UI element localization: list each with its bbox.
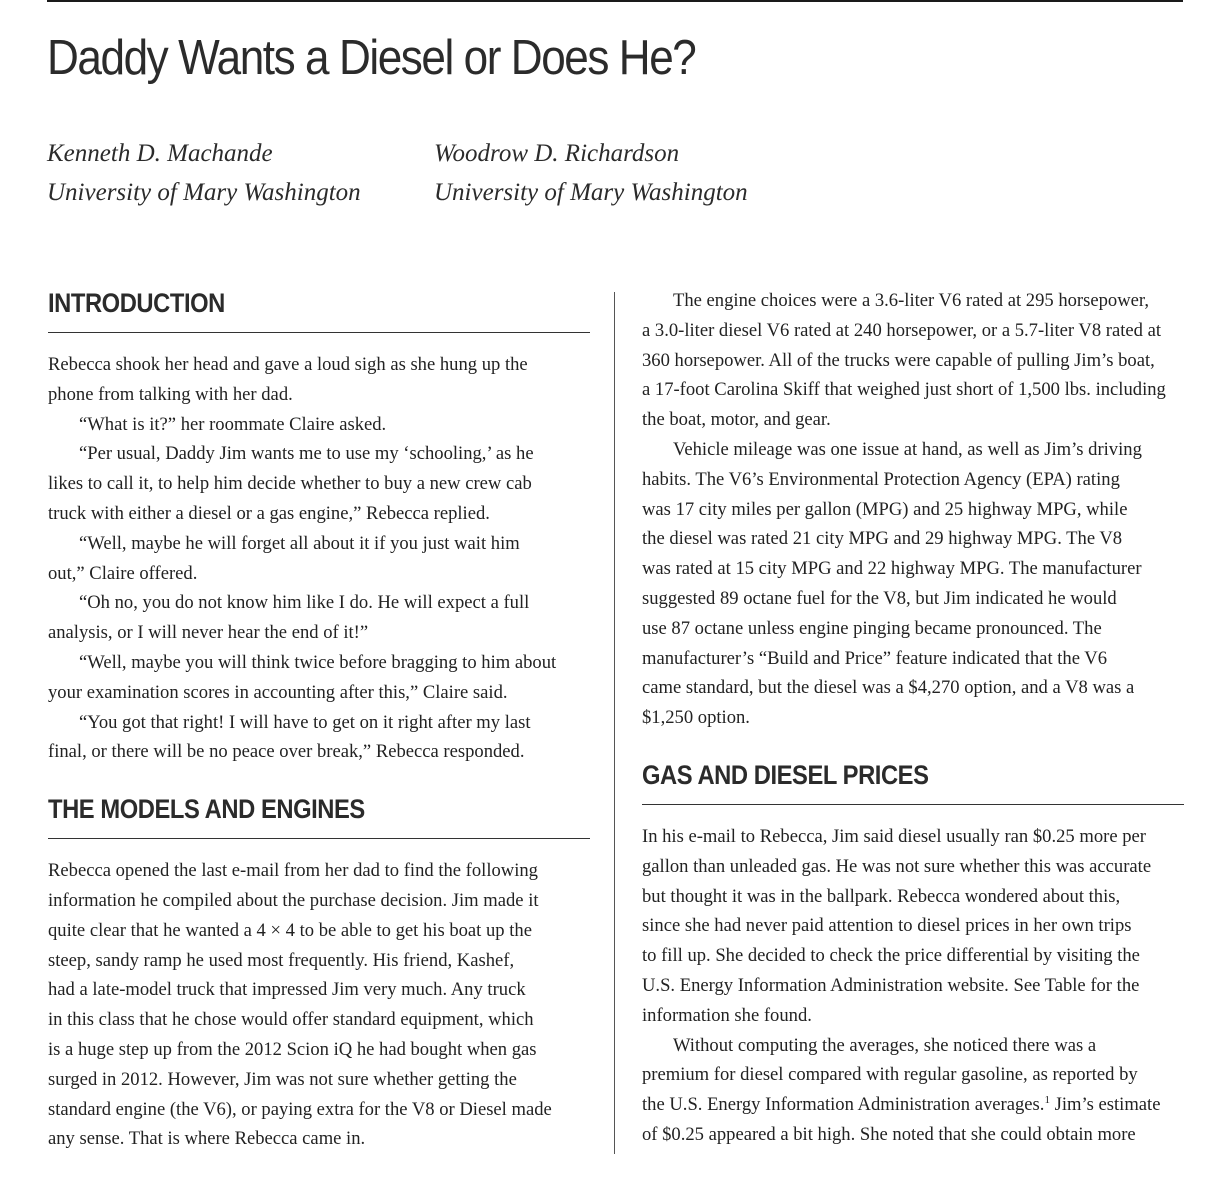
text-line: likes to call it, to help him decide whether to buy a new crew cab xyxy=(48,473,532,495)
introduction-text xyxy=(48,350,590,767)
author-block-2 xyxy=(434,134,748,212)
text-line: use 87 octane unless engine pinging became pronounced. The xyxy=(642,617,1102,639)
top-rule xyxy=(47,0,1183,2)
text-line: Vehicle mileage was one issue at hand, as well as Jim’s driving xyxy=(673,438,1142,460)
text-line: surged in 2012. However, Jim was not sure whether getting the xyxy=(48,1068,517,1090)
text-line: the boat, motor, and gear. xyxy=(642,409,831,431)
section-heading-models-and-engines: THE MODELS AND ENGINES xyxy=(48,792,590,839)
section-heading-gas-and-diesel-prices: GAS AND DIESEL PRICES xyxy=(642,758,1184,805)
text-line: a 17-foot Carolina Skiff that weighed just short of 1,500 lbs. including xyxy=(642,379,1166,401)
author-name: Woodrow D. Richardson xyxy=(434,140,680,167)
author-affiliation: University of Mary Washington xyxy=(47,179,361,206)
text-line: “Oh no, you do not know him like I do. He will expect a full xyxy=(79,592,530,614)
text-line: standard engine (the V6), or paying extra for the V8 or Diesel made xyxy=(48,1098,552,1120)
text-line: any sense. That is where Rebecca came in. xyxy=(48,1128,366,1150)
author-block-1 xyxy=(47,134,361,212)
text-line: information she found. xyxy=(642,1004,812,1026)
models-text xyxy=(48,856,590,1154)
text-line: your examination scores in accounting after this,” Claire said. xyxy=(48,681,508,703)
text-line: of $0.25 appeared a bit high. She noted that she could obtain more xyxy=(642,1123,1136,1145)
text-line: suggested 89 octane fuel for the V8, but Jim indicated he would xyxy=(642,587,1117,609)
text-line: The engine choices were a 3.6-liter V6 rated at 295 horsepower, xyxy=(673,290,1149,311)
left-column xyxy=(48,286,590,1154)
text-line: to fill up. She decided to check the price differential by visiting the xyxy=(642,945,1140,967)
text-line: was rated at 15 city MPG and 22 highway MPG. The manufacturer xyxy=(642,558,1142,580)
text-line: “You got that right! I will have to get on it right after my last xyxy=(79,711,531,733)
author-name: Kenneth D. Machande xyxy=(47,140,273,167)
text-line-with-footnote xyxy=(642,1090,1184,1120)
text-line: gallon than unleaded gas. He was not sure whether this was accurate xyxy=(642,855,1152,877)
text-line: in this class that he chose would offer standard equipment, which xyxy=(48,1009,534,1031)
text-line: was 17 city miles per gallon (MPG) and 25 highway MPG, while xyxy=(642,498,1128,520)
text-line: “Well, maybe you will think twice before bragging to him about xyxy=(79,651,557,673)
column-divider xyxy=(614,292,615,1154)
text-line: since she had never paid attention to diesel prices in her own trips xyxy=(642,915,1132,937)
footnote-marker: 1 xyxy=(1044,1093,1050,1106)
section-heading-introduction: INTRODUCTION xyxy=(48,286,590,333)
text-line: manufacturer’s “Build and Price” feature indicated that the V6 xyxy=(642,647,1108,669)
text-segment: the U.S. Energy Information Administration averages. xyxy=(642,1094,1045,1116)
text-line: the diesel was rated 21 city MPG and 29 highway MPG. The V8 xyxy=(642,528,1123,550)
text-line: “Well, maybe he will forget all about it if you just wait him xyxy=(79,532,520,554)
text-line: phone from talking with her dad. xyxy=(48,383,293,405)
text-line: $1,250 option. xyxy=(642,707,750,729)
text-line: In his e-mail to Rebecca, Jim said diesel usually ran $0.25 more per xyxy=(642,825,1146,847)
text-line: analysis, or I will never hear the end of it!” xyxy=(48,622,369,644)
text-line: Without computing the averages, she noticed there was a xyxy=(673,1034,1097,1056)
text-line: U.S. Energy Information Administration website. See Table for the xyxy=(642,974,1140,996)
engines-text xyxy=(642,286,1184,733)
text-line: premium for diesel compared with regular gasoline, as reported by xyxy=(642,1064,1138,1086)
text-line: Rebecca opened the last e-mail from her dad to find the following xyxy=(48,860,538,882)
text-line: Rebecca shook her head and gave a loud sigh as she hung up the xyxy=(48,354,528,375)
text-line: a 3.0-liter diesel V6 rated at 240 horsepower, or a 5.7-liter V8 rated at xyxy=(642,319,1162,341)
text-line: final, or there will be no peace over break,” Rebecca responded. xyxy=(48,741,525,763)
text-line: information he compiled about the purchase decision. Jim made it xyxy=(48,889,539,911)
text-line: steep, sandy ramp he used most frequently. His friend, Kashef, xyxy=(48,949,515,971)
text-segment: Jim’s estimate xyxy=(1049,1094,1161,1116)
text-line: “What is it?” her roommate Claire asked. xyxy=(79,413,387,435)
text-line: habits. The V6’s Environmental Protection Agency (EPA) rating xyxy=(642,468,1120,490)
text-line: “Per usual, Daddy Jim wants me to use my ‘schooling,’ as he xyxy=(79,443,534,465)
text-line: out,” Claire offered. xyxy=(48,562,198,584)
text-line: came standard, but the diesel was a $4,270 option, and a V8 was a xyxy=(642,677,1135,699)
text-line: but thought it was in the ballpark. Rebecca wondered about this, xyxy=(642,885,1121,907)
text-line: quite clear that he wanted a 4 × 4 to be able to get his boat up the xyxy=(48,919,532,941)
right-column xyxy=(642,286,1184,1150)
text-line: 360 horsepower. All of the trucks were capable of pulling Jim’s boat, xyxy=(642,349,1155,371)
text-line: truck with either a diesel or a gas engine,” Rebecca replied. xyxy=(48,502,490,524)
prices-text xyxy=(642,822,1184,1150)
text-line: is a huge step up from the 2012 Scion iQ he had bought when gas xyxy=(48,1038,537,1060)
paper-title: Daddy Wants a Diesel or Does He? xyxy=(47,31,696,85)
author-affiliation: University of Mary Washington xyxy=(434,179,748,206)
text-line: had a late-model truck that impressed Jim very much. Any truck xyxy=(48,979,526,1001)
